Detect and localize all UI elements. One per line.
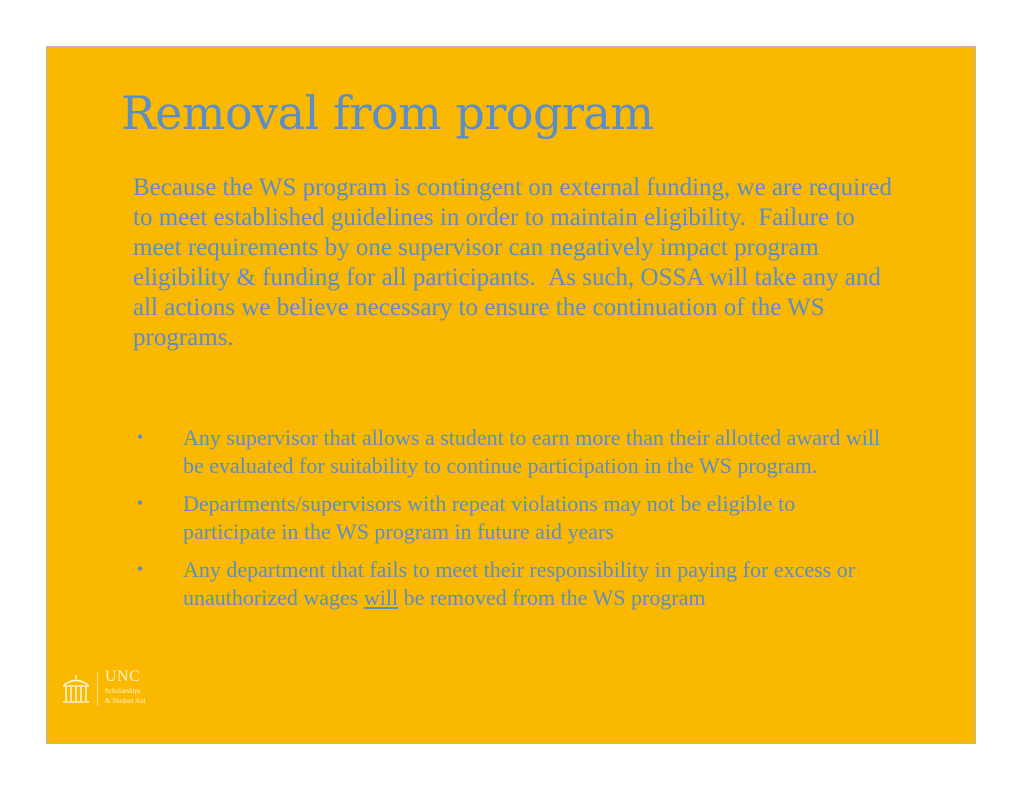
bullet-text-after: be removed from the WS program — [398, 584, 706, 610]
bullet-list — [133, 424, 893, 622]
old-well-icon — [61, 674, 91, 706]
slide-title: Removal from program — [121, 86, 654, 140]
bullet-text-before: Any department that fails to meet their responsibility in paying for excess or unauthorized wages — [183, 557, 856, 610]
bullet-text — [183, 557, 855, 610]
bullet-dot: • — [137, 559, 144, 579]
intro-paragraph: Because the WS program is contingent on external funding, we are required to meet established guidelines in order to maintain eligibility. Failure to meet requirements by one supervisor can negatively impact program eligibility & funding for all participants. As such, OSSA will take any and all actions we believe necessary to ensure the continuation of the WS programs. — [133, 174, 893, 351]
underlined-word: will — [363, 584, 399, 610]
slide — [46, 46, 976, 744]
unc-logo — [61, 670, 161, 710]
logo-unc-text: UNC — [105, 668, 141, 685]
logo-line-2: & Student Aid — [105, 697, 146, 705]
bullet-dot: • — [137, 493, 144, 513]
bullet-item — [133, 424, 893, 479]
bullet-text: Departments/supervisors with repeat violations may not be eligible to participate in the WS program in future aid years — [183, 491, 796, 544]
logo-divider — [97, 672, 98, 706]
bullet-item — [133, 556, 893, 611]
bullet-dot: • — [137, 427, 144, 447]
bullet-text: Any supervisor that allows a student to earn more than their allotted award will be evaluated for suitability to continue participation in the WS program. — [183, 425, 881, 478]
logo-line-1: Scholarships — [105, 687, 141, 695]
bullet-item — [133, 490, 893, 545]
